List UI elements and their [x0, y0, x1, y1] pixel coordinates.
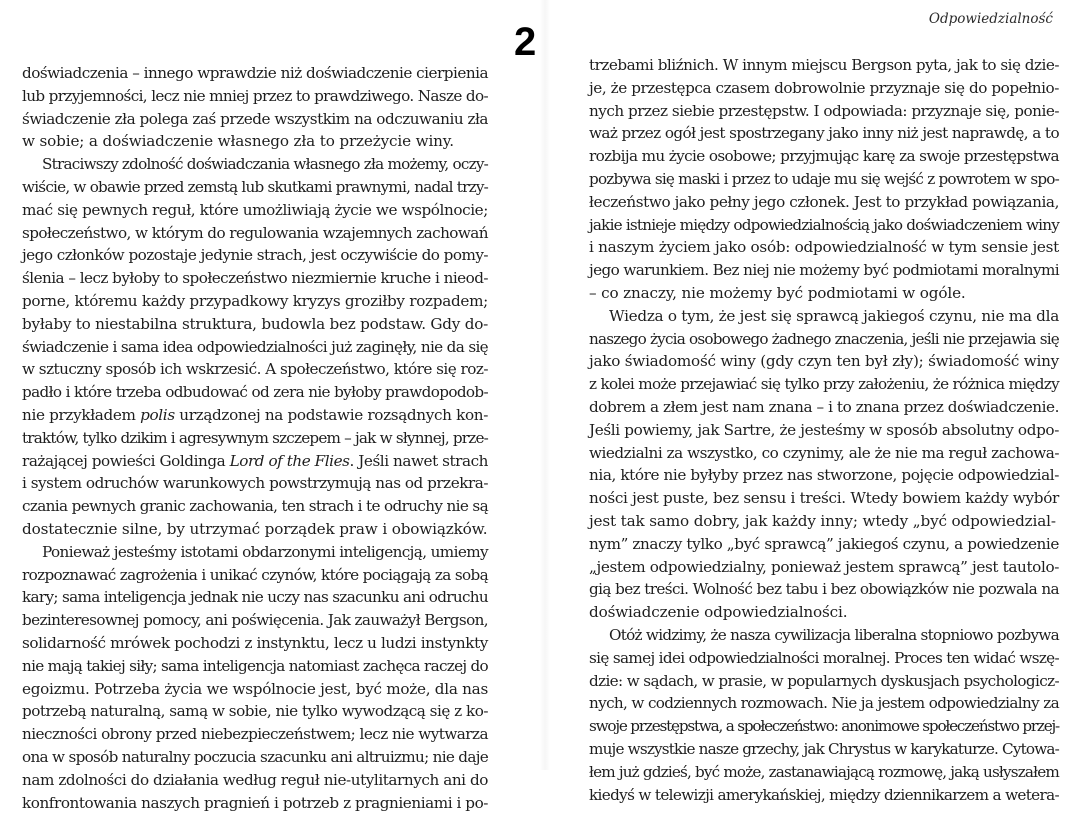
- text-line: [22, 404, 488, 427]
- text-line: Otóż widzimy, że nasza cywilizacja liberalna stopniowo pozbywa: [589, 624, 1059, 647]
- text-line: nie mają takiej siły; sama inteligencja natomiast zachęca raczej do: [22, 655, 488, 678]
- text-fragment: nie przykładem: [22, 406, 140, 424]
- text-line: wiście, w obawie przed zemstą lub skutkami prawnymi, nadal trzy-: [22, 176, 488, 199]
- right-page: [545, 0, 1085, 770]
- text-line: i system odruchów warunkowych powstrzymują nas od przekra-: [22, 472, 488, 495]
- text-line: z kolei może przejawiać się tylko przy założeniu, że różnica między: [589, 373, 1059, 396]
- text-line: ności jest puste, bez sensu i treści. Wtedy bowiem każdy wybór: [589, 487, 1059, 510]
- text-line: padło i które trzeba odbudować od zera nie byłoby prawdopodob-: [22, 381, 488, 404]
- text-line: rozbija mu życie osobowe; przyjmując karę za swoje przestępstwa: [589, 145, 1059, 168]
- text-line: nych, w codziennych rozmowach. Nie ja jestem odpowiedzialny za: [589, 692, 1059, 715]
- page-marker: 2: [514, 20, 536, 64]
- text-line: potrzebą naturalną, samą w sobie, nie tylko wywodzącą się z ko-: [22, 700, 488, 723]
- italic-title: polis: [140, 406, 175, 424]
- text-fragment: . Jeśli nawet strach: [349, 452, 488, 470]
- text-line: – co znaczy, nie możemy być podmiotami w ogóle.: [589, 282, 1059, 305]
- text-line: nia, które nie byłyby przez nas stworzone, pojęcie odpowiedzial-: [589, 464, 1059, 487]
- text-line: dostatecznie silne, by utrzymać porządek praw i obowiązków.: [22, 518, 488, 541]
- text-line: świadczenie i sama idea odpowiedzialności już zaginęły, nie da się: [22, 336, 488, 359]
- italic-title: Lord of the Flies: [230, 452, 350, 470]
- text-line: egoizmu. Potrzeba życia we wspólnocie jest, być może, dla nas: [22, 678, 488, 701]
- text-line: ona w sposób naturalny poczucia szacunku ani altruizmu; nie daje: [22, 746, 488, 769]
- text-line: czania pewnych granic zachowania, ten strach i te odruchy nie są: [22, 495, 488, 518]
- text-line: bezinteresownej pomocy, ani poświęcenia. Jak zauważył Bergson,: [22, 609, 488, 632]
- text-line: nym” znaczy tylko „być sprawcą” jakiegoś czynu, a powiedzenie: [589, 533, 1059, 556]
- text-line: w sobie; a doświadczenie własnego zła to przeżycie winy.: [22, 130, 488, 153]
- text-line: Wiedza o tym, że jest się sprawcą jakiegoś czynu, nie ma dla: [589, 305, 1059, 328]
- text-line: pozbywa się maski i przez to udaje mu się wejść z powrotem w spo-: [589, 168, 1059, 191]
- text-line: w sztuczny sposób ich wskrzesić. A społeczeństwo, które się roz-: [22, 358, 488, 381]
- text-line: nieczności obrony przed niebezpieczeństwem; lecz nie wytwarza: [22, 723, 488, 746]
- text-line: dzie: w sądach, w prasie, w popularnych dyskusjach psychologicz-: [589, 670, 1059, 693]
- text-line: nych przez siebie przestępstw. I odpowiada: przyznaje się, ponie-: [589, 100, 1059, 123]
- text-line: jego warunkiem. Bez niej nie możemy być podmiotami moralnymi: [589, 259, 1059, 282]
- text-line: kiedyś w telewizji amerykańskiej, między dziennikarzem a wetera-: [589, 784, 1059, 807]
- text-line: kary; sama inteligencja jednak nie uczy nas szacunku ani odruchu: [22, 586, 488, 609]
- text-line: byłaby to niestabilna struktura, budowla bez podstaw. Gdy do-: [22, 313, 488, 336]
- text-line: rozpoznawać zagrożenia i unikać czynów, które pociągają za sobą: [22, 564, 488, 587]
- text-line: jego członków pozostaje jedynie strach, jest oczywiście do pomy-: [22, 244, 488, 267]
- text-fragment: rażającej powieści Goldinga: [22, 452, 230, 470]
- text-line: świadczenie zła polega zaś przede wszystkim na odczuwaniu zła: [22, 108, 488, 131]
- right-page-text: [589, 54, 1059, 806]
- text-line: swoje przestępstwa, a społeczeństwo: anonimowe społeczeństwo przej-: [589, 715, 1059, 738]
- text-line: lub przyjemności, lecz nie mniej przez to prawdziwego. Nasze do-: [22, 85, 488, 108]
- left-page-text: [22, 62, 488, 814]
- text-line: Jeśli powiemy, jak Sartre, że jesteśmy w sposób absolutny odpo-: [589, 419, 1059, 442]
- text-line: gią bez treści. Wolność bez tabu i bez obowiązków nie pozwala na: [589, 578, 1059, 601]
- text-line: jakie istnieje między odpowiedzialnością jako doświadczeniem winy: [589, 214, 1059, 237]
- text-line: traktów, tylko dzikim i agresywnym szczepem – jak w słynnej, prze-: [22, 427, 488, 450]
- text-line: się samej idei odpowiedzialności moralnej. Proces ten widać wszę-: [589, 647, 1059, 670]
- text-line: [22, 450, 488, 473]
- text-line: naszego życia osobowego żadnego znaczenia, jeśli nie przejawia się: [589, 328, 1059, 351]
- text-line: łem już gdzieś, być może, zastanawiającą rozmowę, jaką usłyszałem: [589, 761, 1059, 784]
- text-line: jest tak samo dobry, jak każdy inny; wtedy „być odpowiedzial-: [589, 510, 1059, 533]
- running-header: Odpowiedzialność: [929, 11, 1053, 27]
- text-line: nam zdolności do działania według reguł nie-utylitarnych ani do: [22, 769, 488, 792]
- text-line: dobrem a złem jest nam znana – i to znana przez doświadczenie.: [589, 396, 1059, 419]
- text-line: „jestem odpowiedzialny, ponieważ jestem sprawcą” jest tautolo-: [589, 556, 1059, 579]
- text-line: trzebami bliźnich. W innym miejscu Bergson pyta, jak to się dzie-: [589, 54, 1059, 77]
- text-line: muje wszystkie nasze grzechy, jak Chrystus w karykaturze. Cytowa-: [589, 738, 1059, 761]
- text-line: doświadczenie odpowiedzialności.: [589, 601, 1059, 624]
- text-line: wiedzialni za wszystko, co czynimy, ale że nie ma reguł zachowa-: [589, 442, 1059, 465]
- text-line: jako świadomość winy (gdy czyn ten był zły); świadomość winy: [589, 350, 1059, 373]
- text-line: waż przez ogół jest spostrzegany jako inny niż jest naprawdę, a to: [589, 122, 1059, 145]
- text-line: doświadczenia – innego wprawdzie niż doświadczenie cierpienia: [22, 62, 488, 85]
- text-line: solidarność mrówek pochodzi z instynktu, lecz u ludzi instynkty: [22, 632, 488, 655]
- text-line: i naszym życiem jako osób: odpowiedzialność w tym sensie jest: [589, 236, 1059, 259]
- text-line: Ponieważ jesteśmy istotami obdarzonymi inteligencją, umiemy: [22, 541, 488, 564]
- text-line: porne, któremu każdy przypadkowy kryzys groziłby rozpadem;: [22, 290, 488, 313]
- text-line: ślenia – lecz byłoby to społeczeństwo niezmiernie kruche i nieod-: [22, 267, 488, 290]
- text-line: społeczeństwo, w którym do regulowania wzajemnych zachowań: [22, 222, 488, 245]
- text-fragment: urządzonej na podstawie rozsądnych kon-: [175, 406, 488, 424]
- text-line: Straciwszy zdolność doświadczania własnego zła możemy, oczy-: [22, 153, 488, 176]
- left-page: [0, 0, 545, 770]
- text-line: łeczeństwo jako pełny jego członek. Jest to przykład powiązania,: [589, 191, 1059, 214]
- text-line: konfrontowania naszych pragnień i potrzeb z pragnieniami i po-: [22, 792, 488, 814]
- text-line: je, że przestępca czasem dobrowolnie przyznaje się do popełnio-: [589, 77, 1059, 100]
- text-line: mać się pewnych reguł, które umożliwiają życie we wspólnocie;: [22, 199, 488, 222]
